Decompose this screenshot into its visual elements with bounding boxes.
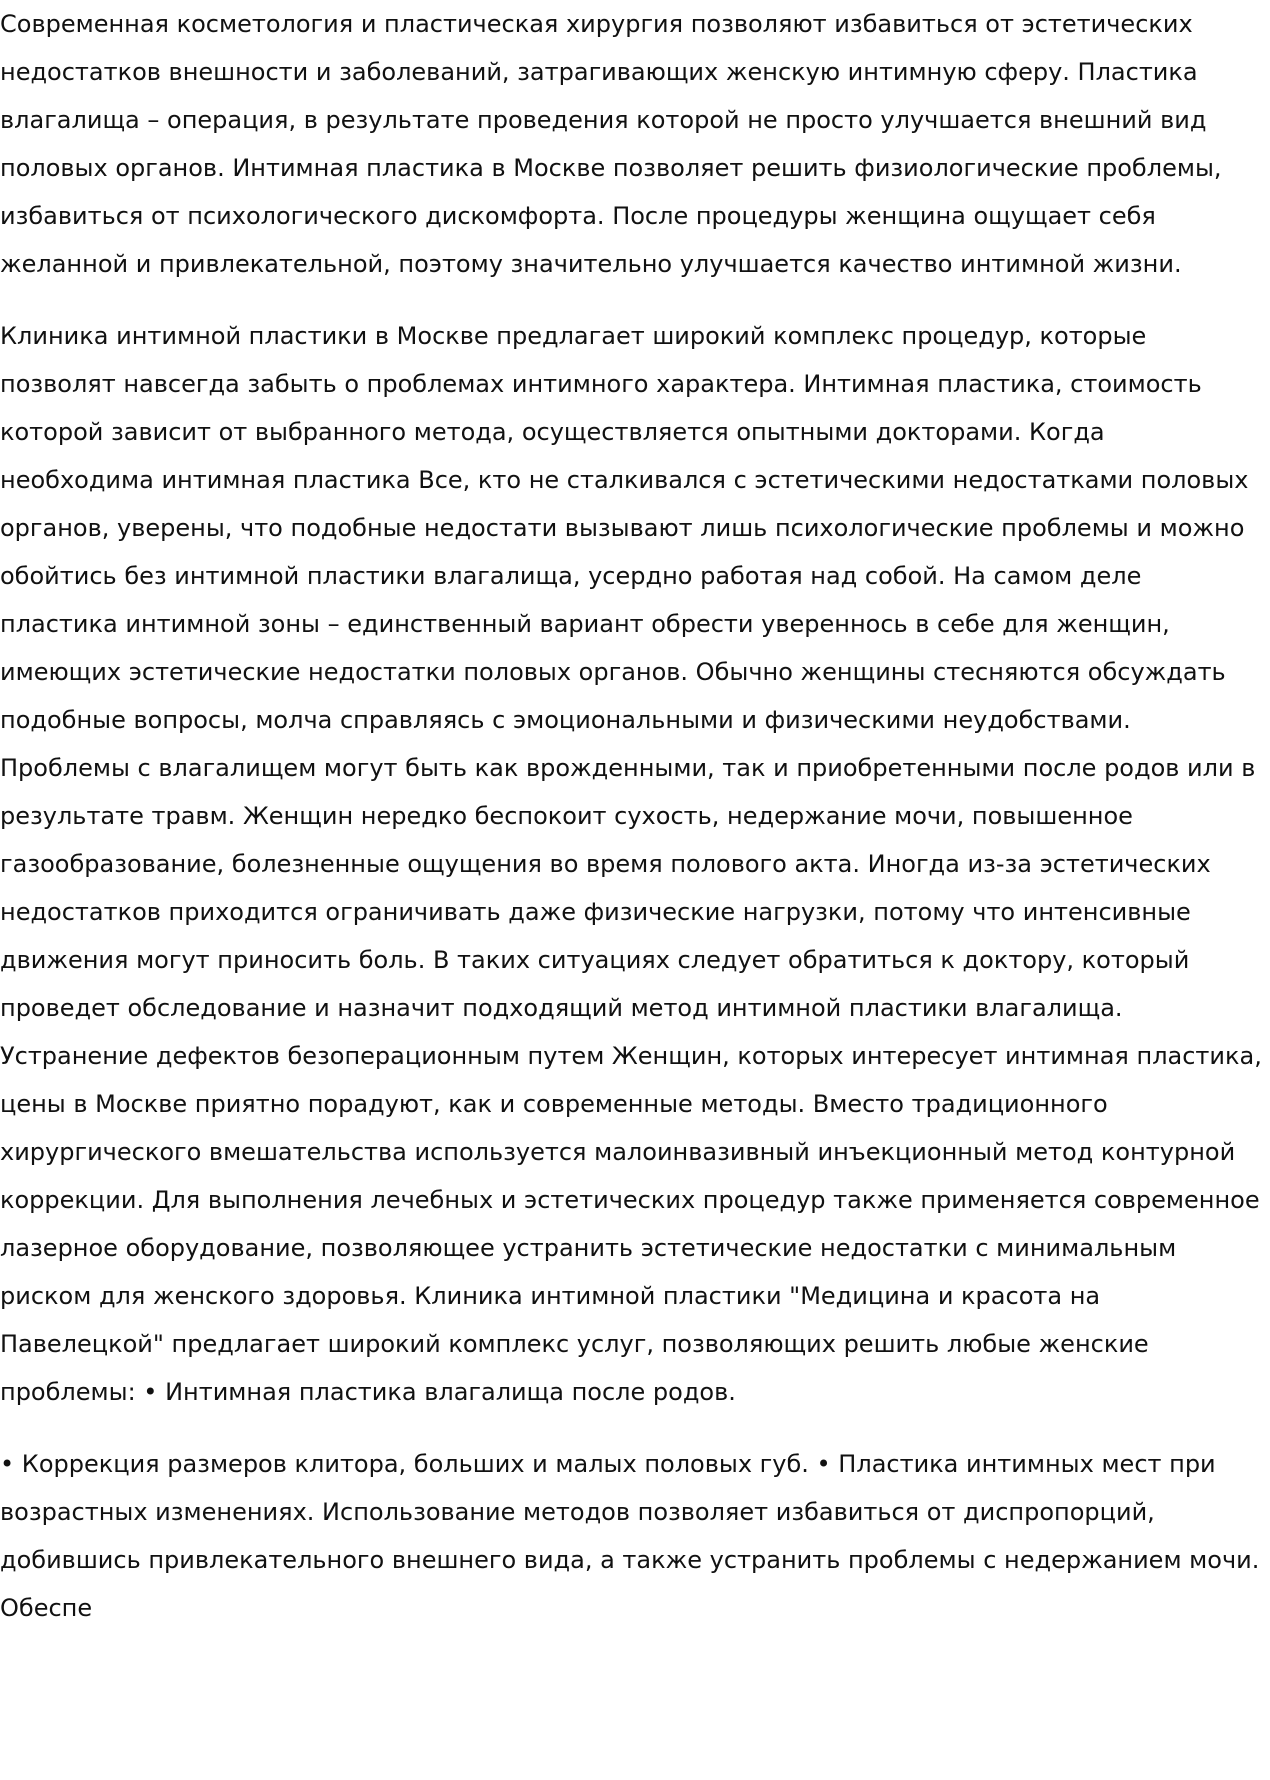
article-paragraph-3: • Коррекция размеров клитора, больших и малых половых губ. • Пластика интимных мест при возрастных изменениях. Использование методов позволяет избавиться от диспропорций, добившись привлекательного внешнего вида, а также устранить проблемы с недержанием мочи. Обеспе: [0, 1450, 1260, 1622]
article-paragraph-1: Современная косметология и пластическая хирургия позволяют избавиться от эстетических недостатков внешности и заболеваний, затрагивающих женскую интимную сферу. Пластика влагалища – операция, в результате проведения которой не просто улучшается внешний вид половых органов. Интимная пластика в Москве позволяет решить физиологические проблемы, избавиться от психологического дискомфорта. После процедуры женщина ощущает себя желанной и привлекательной, поэтому значительно улучшается качество интимной жизни.: [0, 10, 1222, 278]
article-paragraph-2: Клиника интимной пластики в Москве предлагает широкий комплекс процедур, которые позволят навсегда забыть о проблемах интимного характера. Интимная пластика, стоимость которой зависит от выбранного метода, осуществляется опытными докторами. Когда необходима интимная пластика Все, кто не сталкивался с эстетическими недостатками половых органов, уверены, что подобные недостати вызывают лишь психологические проблемы и можно обойтись без интимной пластики влагалища, усердно работая над собой. На самом деле пластика интимной зоны – единственный вариант обрести увереннось в себе для женщин, имеющих эстетические недостатки половых органов. Обычно женщины стесняются обсуждать подобные вопросы, молча справляясь с эмоциональными и физическими неудобствами. Проблемы с влагалищем могут быть как врожденными, так и приобретенными после родов или в результате травм. Женщин нередко беспокоит сухость, недержание мочи, повышенное газообразование, болезненные ощущения во время полового акта. Иногда из-за эстетических недостатков приходится ограничивать даже физические нагрузки, потому что интенсивные движения могут приносить боль. В таких ситуациях следует обратиться к доктору, который проведет обследование и назначит подходящий метод интимной пластики влагалища. Устранение дефектов безоперационным путем Женщин, которых интересует интимная пластика, цены в Москве приятно порадуют, как и современные методы. Вместо традиционного хирургического вмешательства используется малоинвазивный инъекционный метод контурной коррекции. Для выполнения лечебных и эстетических процедур также применяется современное лазерное оборудование, позволяющее устранить эстетические недостатки с минимальным риском для женского здоровья. Клиника интимной пластики "Медицина и красота на Павелецкой" предлагает широкий комплекс услуг, позволяющих решить любые женские проблемы: • Интимная пластика влагалища после родов.: [0, 322, 1262, 1406]
